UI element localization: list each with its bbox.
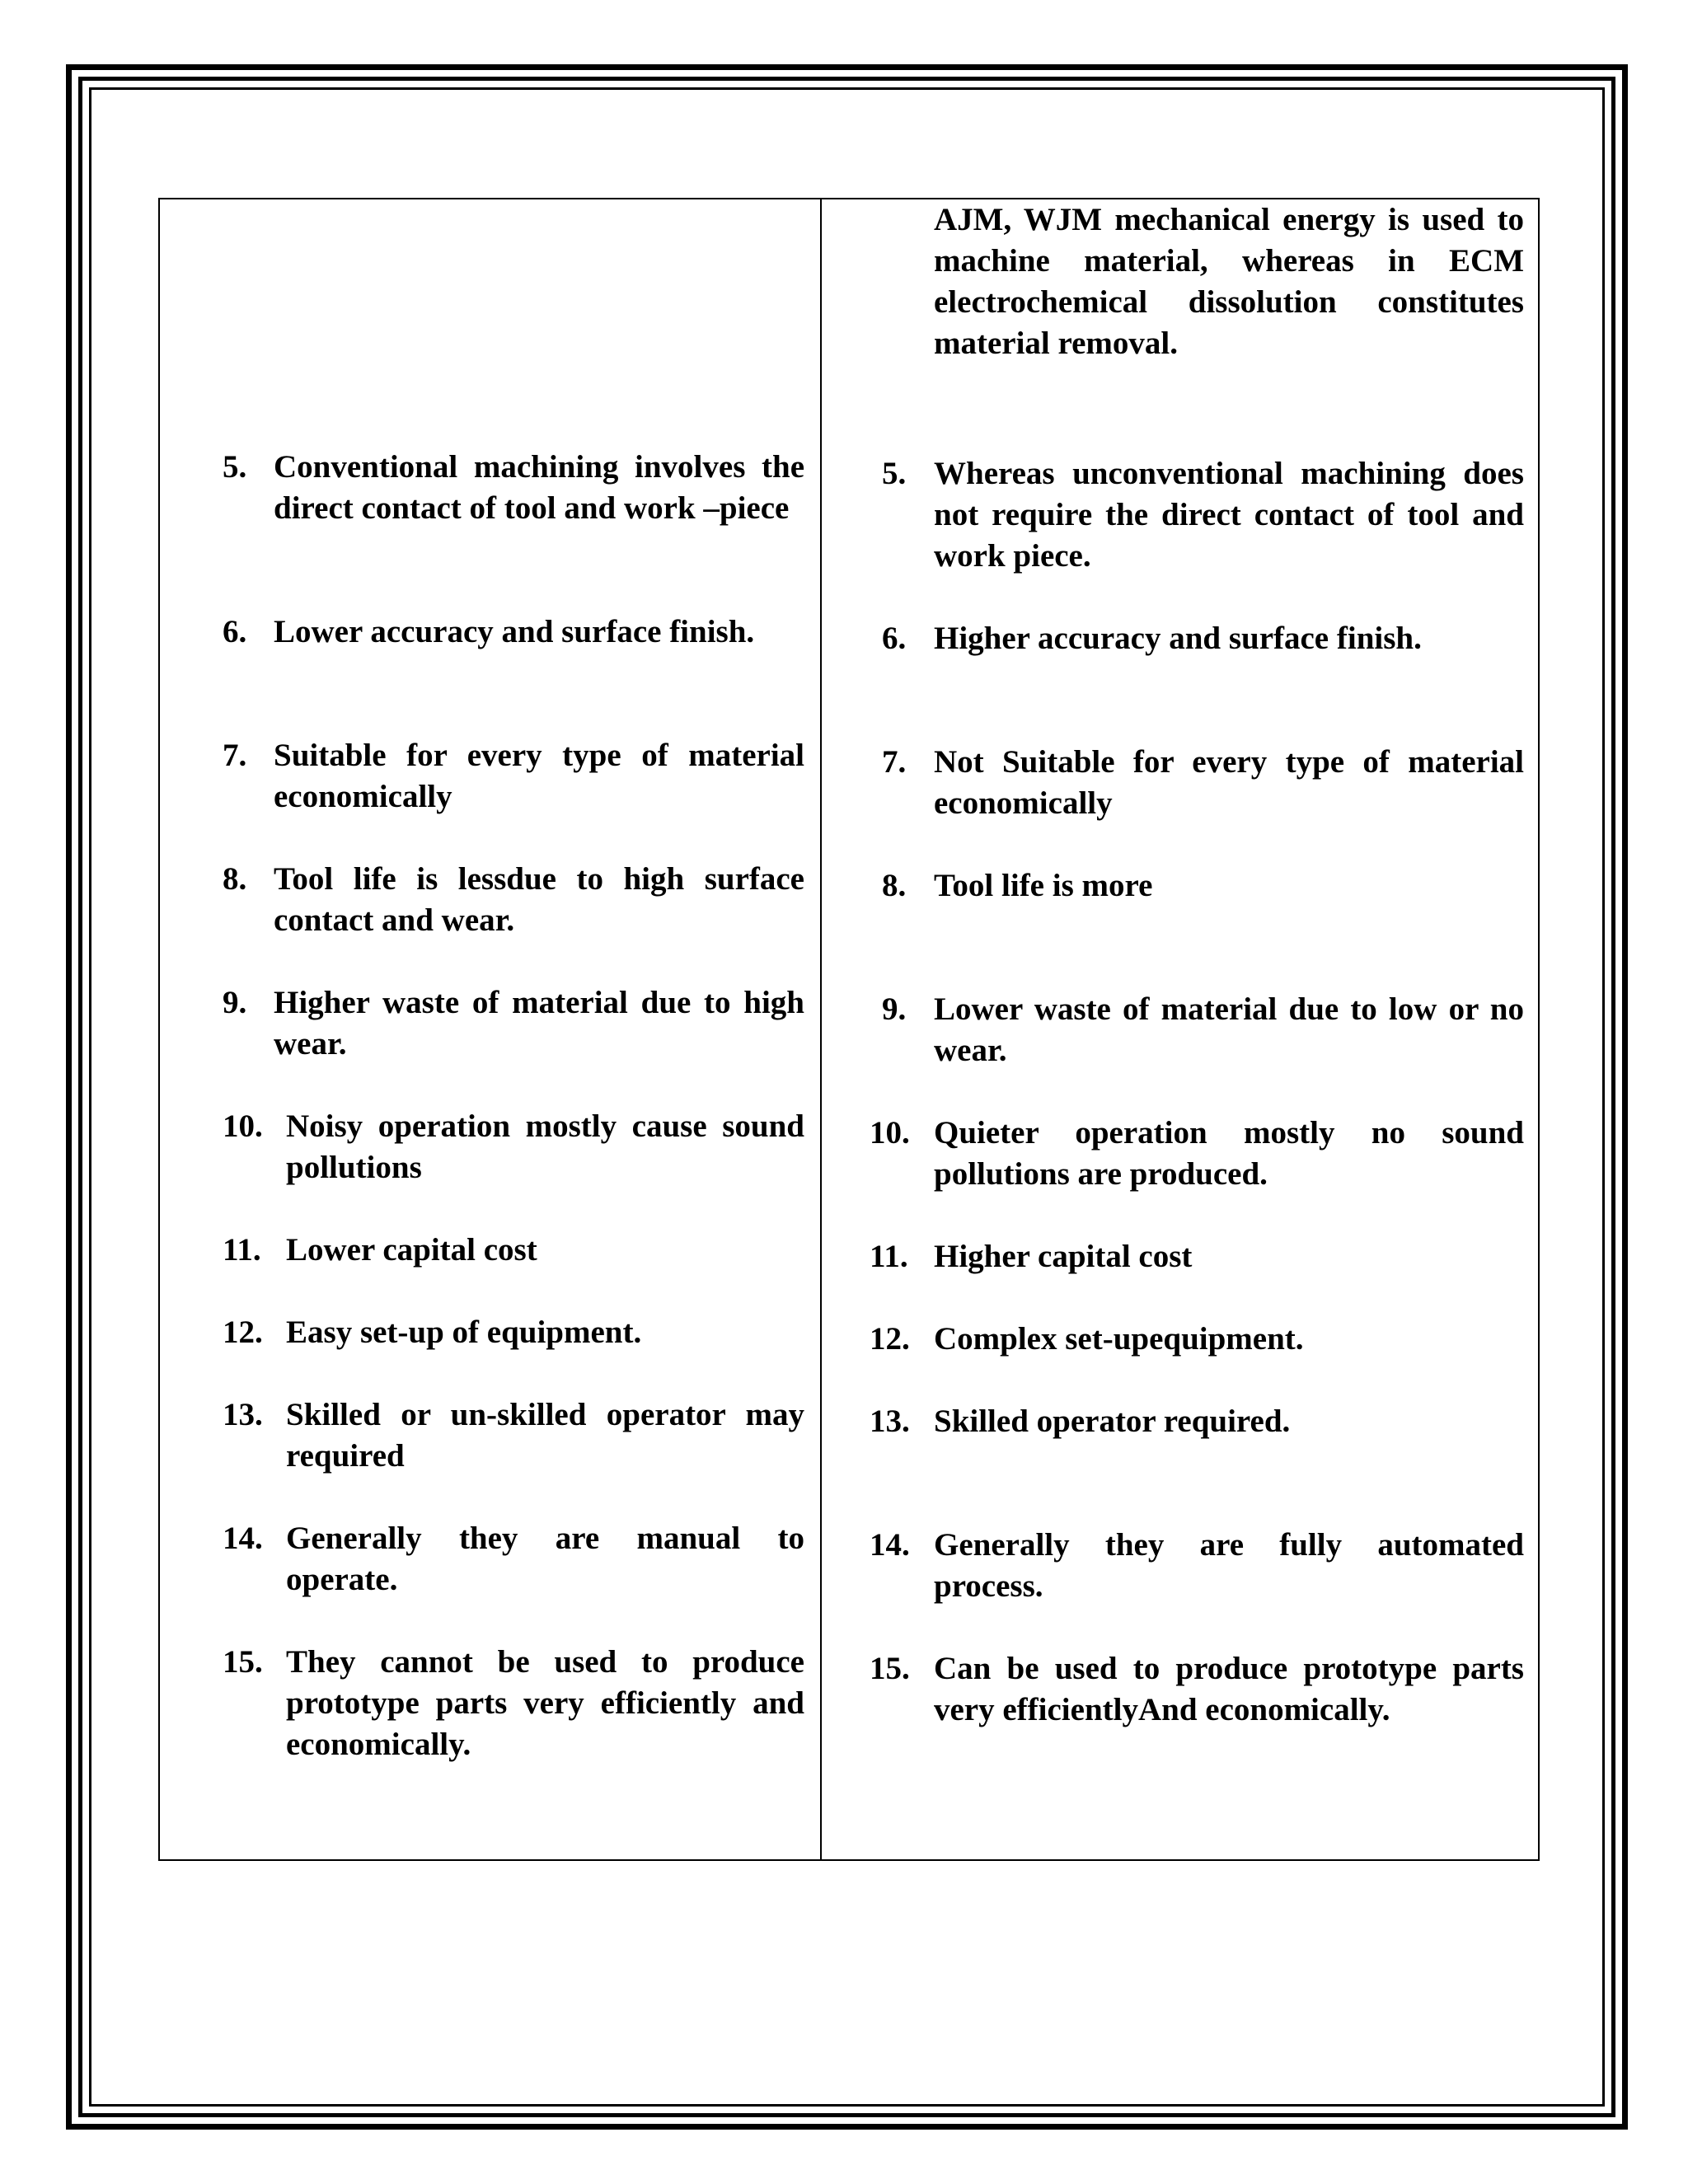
item-number: 15.	[223, 1644, 263, 1680]
item-text: Tool life is more	[934, 868, 1153, 903]
item-text: They cannot be used to produce prototype parts very efficiently and economically.	[286, 1644, 804, 1762]
item-number: 14.	[223, 1521, 263, 1556]
item-number: 5.	[223, 449, 247, 485]
item-number: 12.	[870, 1321, 910, 1357]
item-text: Lower capital cost	[286, 1232, 537, 1268]
item-text: Not Suitable for every type of material economically	[934, 744, 1524, 821]
item-number: 7.	[882, 744, 907, 780]
item-number: 13.	[223, 1397, 263, 1432]
item-text: Higher waste of material due to high wear.	[274, 985, 804, 1062]
item-number: 11.	[223, 1232, 261, 1268]
item-number: 10.	[870, 1115, 910, 1151]
item-number: 5.	[882, 456, 907, 491]
item-number: 15.	[870, 1651, 910, 1686]
item-number: 8.	[882, 868, 907, 903]
item-text: Quieter operation mostly no sound pollutions are produced.	[934, 1115, 1524, 1192]
item-number: 7.	[223, 738, 247, 773]
item-text: Higher accuracy and surface finish.	[934, 621, 1422, 656]
column-divider	[820, 198, 822, 1861]
item-text: Skilled operator required.	[934, 1404, 1291, 1439]
item-text: Noisy operation mostly cause sound pollutions	[286, 1108, 804, 1185]
item-number: 6.	[223, 614, 247, 649]
item-text: Whereas unconventional machining does not require the direct contact of tool and work piece.	[934, 456, 1524, 574]
item-number: 8.	[223, 861, 247, 897]
item-text: Tool life is lessdue to high surface contact and wear.	[274, 861, 804, 938]
right-continuation-text: AJM, WJM mechanical energy is used to machine material, whereas in ECM electrochemical dissolution constitutes material removal.	[934, 202, 1524, 361]
item-number: 11.	[870, 1239, 908, 1274]
item-number: 13.	[870, 1404, 910, 1439]
item-text: Complex set-upequipment.	[934, 1321, 1304, 1357]
item-number: 9.	[223, 985, 247, 1020]
item-number: 12.	[223, 1315, 263, 1350]
item-text: Conventional machining involves the direct contact of tool and work –piece	[274, 449, 804, 526]
item-text: Skilled or un-skilled operator may required	[286, 1397, 804, 1474]
item-text: Suitable for every type of material economically	[274, 738, 804, 814]
item-text: Lower waste of material due to low or no wear.	[934, 991, 1524, 1068]
item-text: Generally they are fully automated process.	[934, 1527, 1524, 1604]
item-text: Higher capital cost	[934, 1239, 1193, 1274]
item-number: 9.	[882, 991, 907, 1027]
item-text: Easy set-up of equipment.	[286, 1315, 642, 1350]
item-text: Can be used to produce prototype parts very efficientlyAnd economically.	[934, 1651, 1524, 1727]
item-text: Lower accuracy and surface finish.	[274, 614, 755, 649]
item-number: 10.	[223, 1108, 263, 1144]
item-number: 6.	[882, 621, 907, 656]
item-text: Generally they are manual to operate.	[286, 1521, 804, 1597]
item-number: 14.	[870, 1527, 910, 1563]
